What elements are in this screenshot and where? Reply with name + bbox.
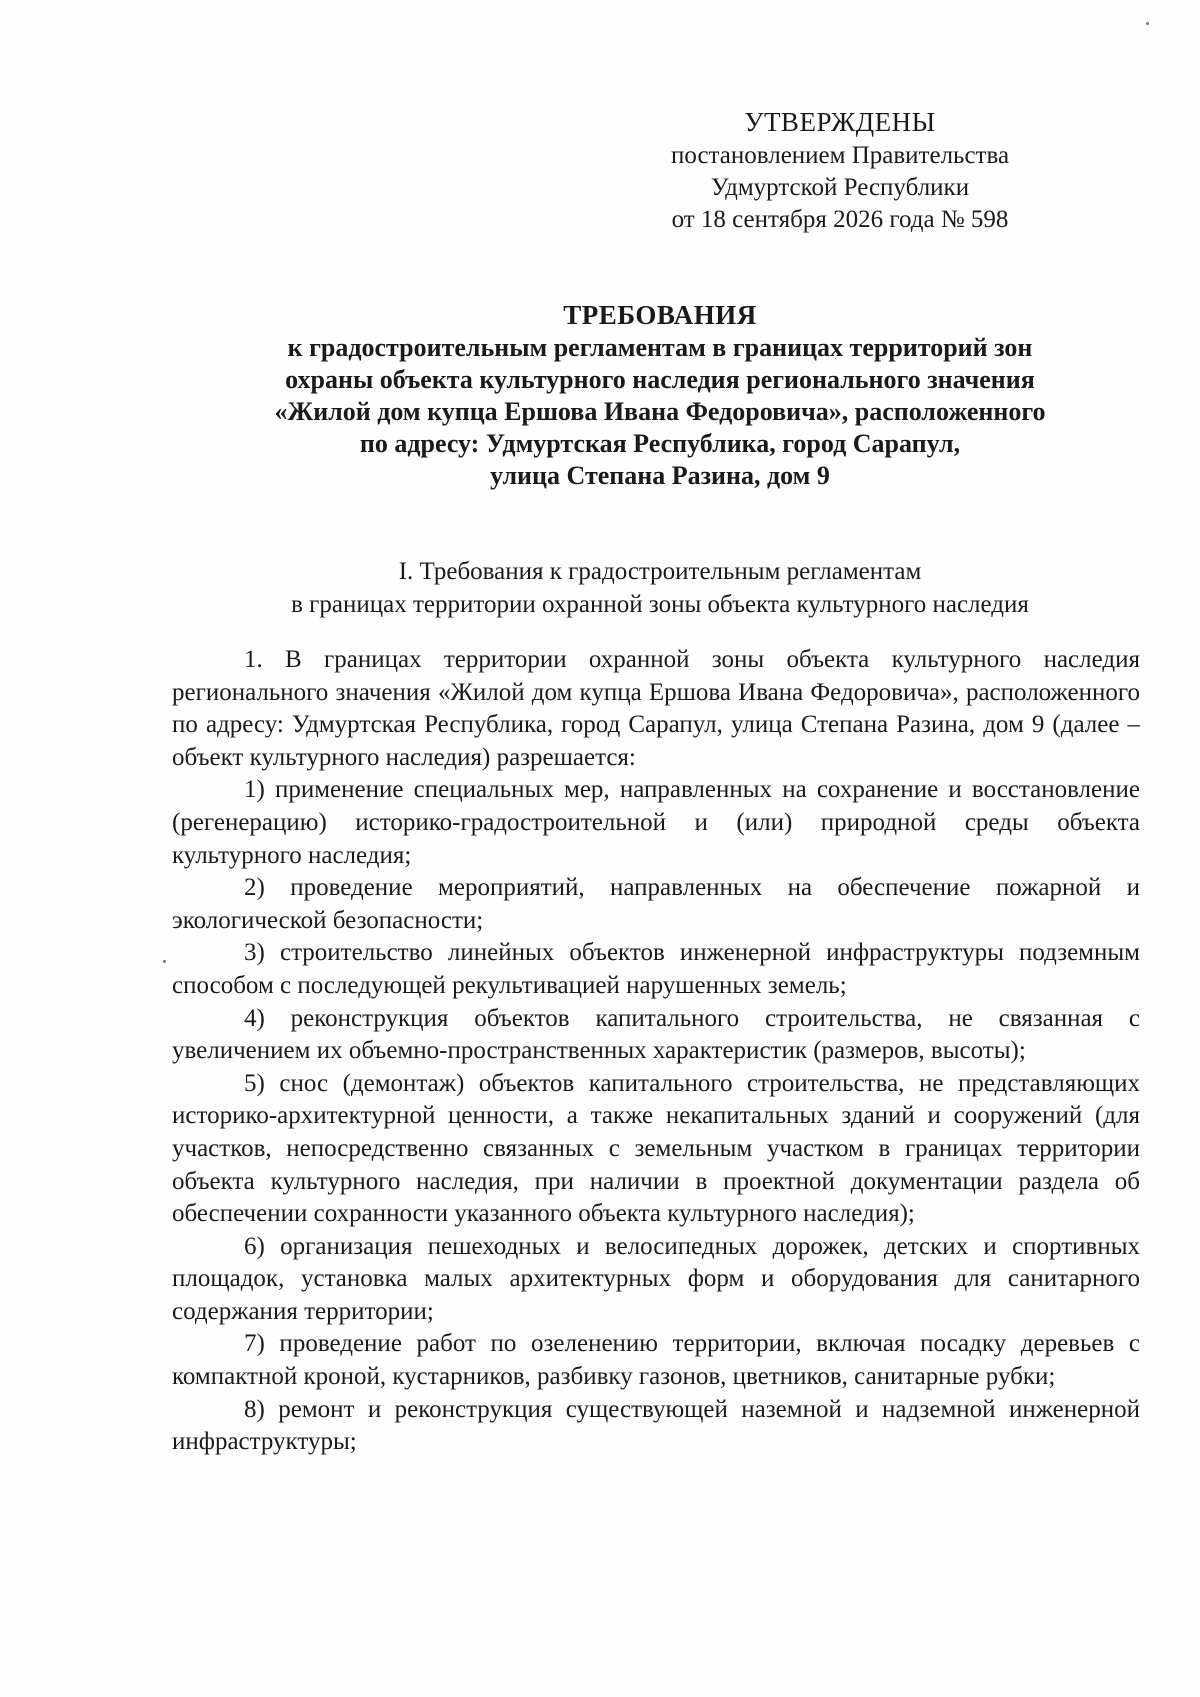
approval-line: постановлением Правительства [670,142,1010,169]
document-subtitle-line: «Жилой дом купца Ершова Ивана Федоровича», расположенного [274,397,1046,426]
list-item-6: 6) организация пешеходных и велосипедных дорожек, детских и спортивных площадок, установка малых архитектурных форм и оборудования для санитарного содержания территории; [172,1232,1140,1325]
list-item-8: 8) ремонт и реконструкция существующей наземной и надземной инженерной инфраструктуры; [172,1395,1140,1456]
scan-speck [163,960,166,963]
document-body [172,644,1140,1459]
approval-stamp-block [640,104,1040,236]
list-item-7: 7) проведение работ по озеленению территории, включая посадку деревьев с компактной кроной, кустарников, разбивку газонов, цветников, санитарные рубки; [172,1330,1140,1391]
list-item-2: 2) проведение мероприятий, направленных на обеспечение пожарной и экологической безопасности; [172,874,1140,934]
section-heading-line: в границах территории охранной зоны объекта культурного наследия [291,591,1029,618]
document-subtitle-line: улица Степана Разина, дом 9 [490,461,830,490]
approval-line: Удмуртской Республики [710,174,970,201]
scan-speck [1146,22,1149,25]
section-heading-line: I. Требования к градостроительным регламентам [398,558,922,585]
paragraph-clause-1: 1. В границах территории охранной зоны объекта культурного наследия регионального значения «Жилой дом купца Ершова Ивана Федоровича», расположенного по адресу: Удмуртская Республика, город Сарапул, улица Степана Разина, дом 9 (далее – объект культурного наследия) разрешается: [172,646,1140,771]
document-subtitle-line: к градостроительным регламентам в границах территорий зон [287,333,1033,362]
document-title: ТРЕБОВАНИЯ [563,300,757,330]
list-item-5: 5) снос (демонтаж) объектов капитального строительства, не представляющих историко-архитектурной ценности, а также некапитальных зданий и сооружений (для участков, непосредственно связанных с земельным участком в границах территории объекта культурного наследия, при наличии в проектной документации раздела об обеспечении сохранности указанного объекта культурного наследия); [172,1069,1140,1228]
list-item-4: 4) реконструкция объектов капитального строительства, не связанная с увеличением их объемно-пространственных характеристик (размеров, высоты); [172,1004,1140,1065]
approval-title: УТВЕРЖДЕНЫ [744,107,936,137]
list-item-3: 3) строительство линейных объектов инженерной инфраструктуры подземным способом с последующей рекультивацией нарушенных земель; [172,939,1140,999]
document-subtitle-line: по адресу: Удмуртская Республика, город Сарапул, [359,429,961,458]
document-heading [180,298,1140,492]
section-heading [180,555,1140,621]
approval-date-number: от 18 сентября 2026 года № 598 [671,206,1009,233]
list-item-1: 1) применение специальных мер, направленных на сохранение и восстановление (регенерацию) историко-градостроительной и (или) природной среды объекта культурного наследия; [172,776,1140,869]
document-subtitle-line: охраны объекта культурного наследия регионального значения [285,365,1035,394]
